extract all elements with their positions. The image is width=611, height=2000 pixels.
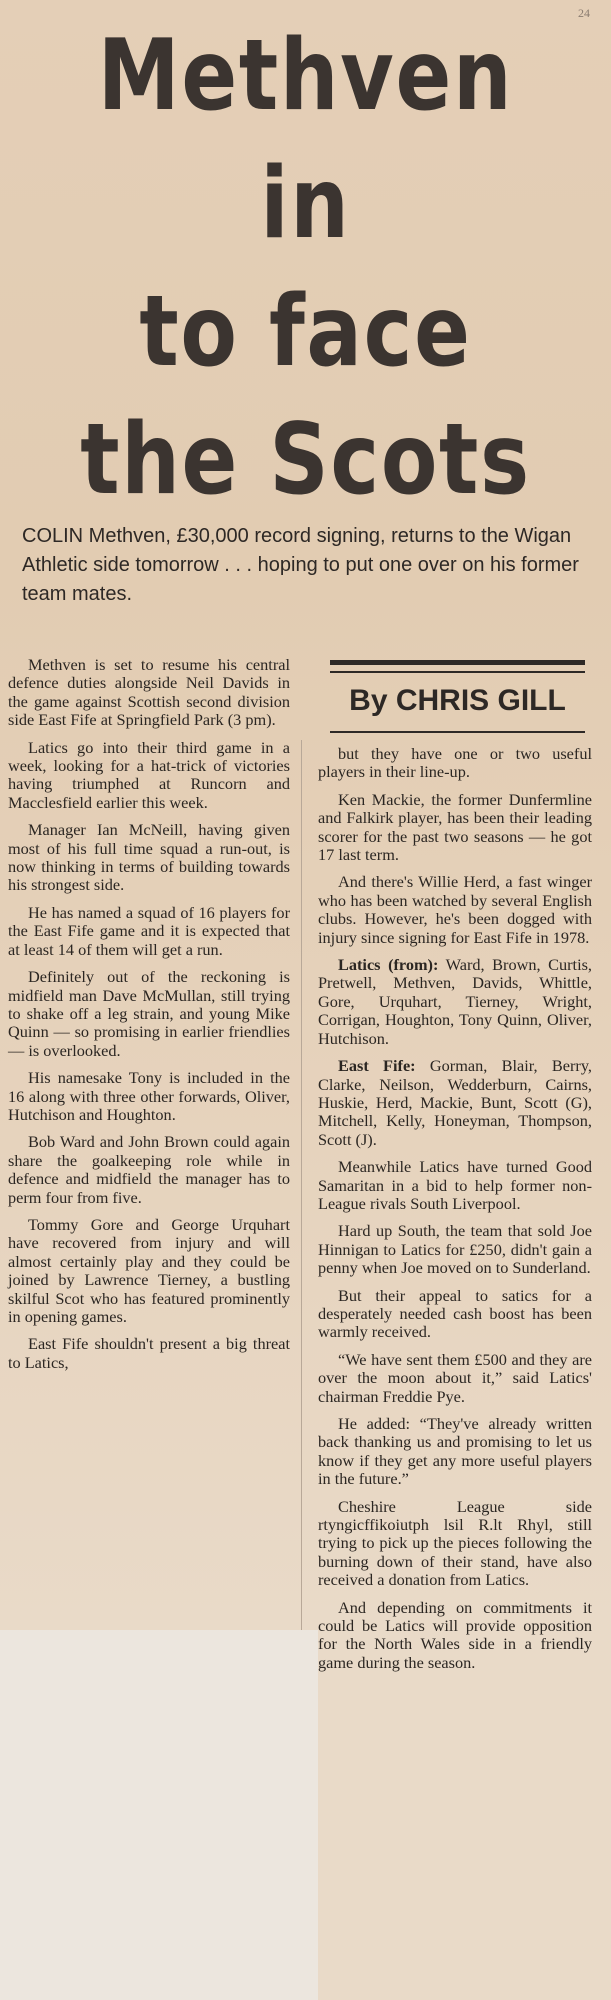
paragraph: Tommy Gore and George Urquhart have recovered from injury and will almost certainly play and they could be joined by Lawrence Tierney, a bustling skilful Scot who has featured prominently in opening games. (8, 1214, 290, 1326)
standfirst: COLIN Methven, £30,000 record signing, returns to the Wigan Athletic side tomorrow . . . hoping to put one over on his former team mates. (22, 525, 579, 605)
paragraph: His namesake Tony is included in the 16 along with three other forwards, Oliver, Hutchison and Houghton. (8, 1068, 290, 1124)
headline-line-3: the Scots (80, 403, 531, 517)
paragraph: “We have sent them £500 and they are over the moon about it,” said Latics' chairman Freddie Pye. (318, 1349, 592, 1406)
team-list-east-fife: East Fife: Gorman, Blair, Berry, Clarke, Neilson, Wedderburn, Cairns, Huskie, Herd, Mackie, Bunt, Scott (G), Mitchell, Kelly, Honeyman, Thompson, Scott (J). (318, 1056, 592, 1149)
paragraph: Manager Ian McNeill, having given most of his full time squad a run-out, is now thinking in terms of building towards his strongest side. (8, 820, 290, 895)
paragraph: East Fife shouldn't present a big threat to Latics, (8, 1334, 290, 1372)
paragraph: Cheshire League side rtyngicffikoiutph lsil R.lt Rhyl, still trying to pick up the pieces following the burning down of their stand, have also received a donation from Latics. (318, 1496, 592, 1590)
paragraph: And depending on commitments it could be Latics will provide opposition for the North Wales side in a friendly game during the season. (318, 1597, 592, 1672)
byline: By CHRIS GILL (349, 684, 566, 717)
paragraph: But their appeal to satics for a desperately needed cash boost has been warmly received. (318, 1285, 592, 1342)
headline-line-2: to face (139, 275, 472, 389)
article-column-1 (8, 656, 290, 1381)
team-label: Latics (from): (338, 955, 439, 975)
paragraph: Meanwhile Latics have turned Good Samaritan in a bid to help former non-League rivals South Liverpool. (318, 1157, 592, 1213)
team-label: East Fife: (338, 1056, 416, 1076)
column-divider (301, 740, 302, 1630)
paragraph: And there's Willie Herd, a fast winger who has been watched by several English clubs. However, he's been dogged with injury since signing for East Fife in 1978. (318, 872, 592, 947)
clipping-paper-tail (318, 1630, 611, 2000)
byline-rule-bottom (330, 731, 585, 733)
byline-box (330, 660, 585, 733)
article-column-2 (318, 745, 592, 1681)
paragraph: but they have one or two useful players in their line-up. (318, 744, 592, 782)
paragraph: Latics go into their third game in a week, looking for a hat-trick of victories having triumphed at Runcorn and Macclesfield earlier this week. (8, 737, 290, 812)
paragraph: He has named a squad of 16 players for the East Fife game and it is expected that at least 14 of them will get a run. (8, 902, 290, 959)
paragraph: Ken Mackie, the former Dunfermline and Falkirk player, has been their leading scorer for the past two seasons — he got 17 last term. (318, 789, 592, 865)
paragraph: Bob Ward and John Brown could again share the goalkeeping role while in defence and midfield the manager has to perm four from five. (8, 1132, 290, 1207)
headline (49, 12, 562, 524)
byline-rule-top-thin (330, 671, 585, 673)
page-number: 24 (578, 6, 590, 20)
headline-line-1: Methven in (97, 19, 514, 261)
team-list-latics: Latics (from): Ward, Brown, Curtis, Pretwell, Methven, Davids, Whittle, Gore, Urquhart, Tierney, Wright, Corrigan, Houghton, Tony Quinn, Oliver, Hutchison. (318, 955, 592, 1048)
byline-rule-top (330, 660, 585, 665)
paragraph: Methven is set to resume his central defence duties alongside Neil Davids in the game against Scottish second division side East Fife at Springfield Park (3 pm). (8, 655, 290, 730)
paragraph: Definitely out of the reckoning is midfield man Dave McMullan, still trying to shake off a leg strain, and young Mike Quinn — so promising in earlier friendlies — is overlooked. (8, 967, 290, 1060)
paragraph: Hard up South, the team that sold Joe Hinnigan to Latics for £250, didn't gain a penny when Joe moved on to Sunderland. (318, 1221, 592, 1278)
paragraph: He added: “They've already written back thanking us and promising to let us know if they get any more useful players in the future.” (318, 1414, 592, 1489)
